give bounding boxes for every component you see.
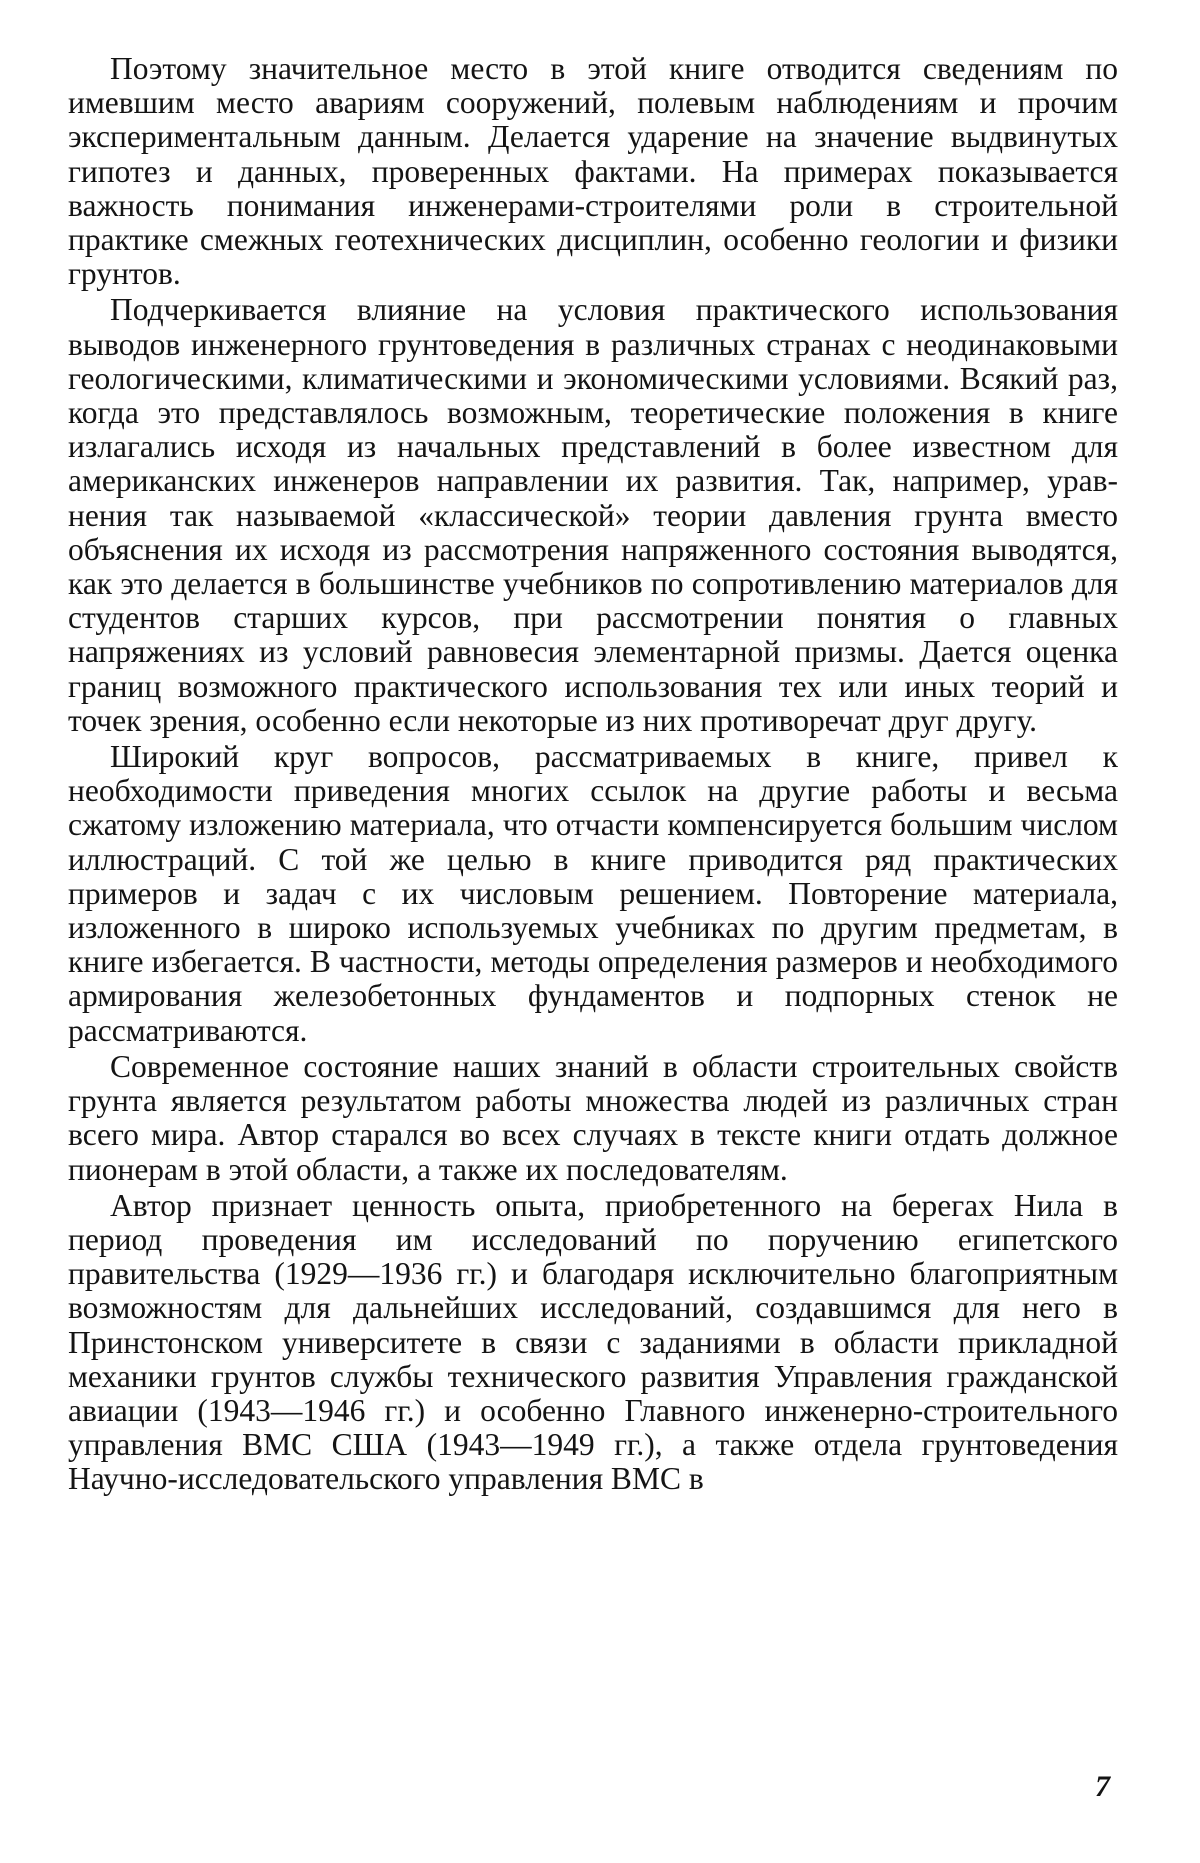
page-number: 7 (1095, 1770, 1110, 1803)
paragraph-1: Поэтому значительное место в этой книге отводится сведениям по имевшим место авариям сооружений, полевым наблюдениям и прочим экспериментальным данным. Делается ударение на значение выдвинутых гипотез и данных, проверенных фактами. На примерах показывается важность понимания инженерами-строителями роли в строительной практике смежных геотехнических дисциплин, особенно геологии и физики грунтов. (68, 51, 1118, 292)
paragraph-3: Широкий круг вопросов, рассматриваемых в книге, привел к необходимости приведения многих ссылок на другие работы и весьма сжатому изложению материала, что отчасти компенсируется большим числом иллюстраций. С той же целью в книге приводится ряд практических примеров и задач с их числовым решением. Повторение материала, изложенного в широко используемых учебниках по другим предметам, в книге избегается. В частности, методы определения размеров и необходимого армирования железобетонных фундаментов и подпорных стенок не рассматриваются. (68, 739, 1118, 1048)
paragraph-5: Автор признает ценность опыта, приобретенного на берегах Нила в период проведения им исследований по поручению египетского правительства (1929—1936 гг.) и благодаря исключительно благоприятным возможностям для дальнейших исследований, создавшимся для него в Принстонском университете в связи с заданиями в области прикладной механики грунтов службы технического развития Управления гражданской авиации (1943—1946 гг.) и особенно Главного инженерно-строительного управления ВМС США (1943—1949 гг.), а также отдела грунтоведения Научно-исследовательского управления ВМС в (68, 1187, 1118, 1497)
book-page (68, 52, 1118, 1842)
paragraph-4: Современное состояние наших знаний в области строительных свойств грунта является результатом работы множества людей из различных стран всего мира. Автор старался во всех случаях в тексте книги отдать должное пионерам в этой области, а также их последователям. (68, 1048, 1118, 1187)
paragraph-2: Подчеркивается влияние на условия практического использования выводов инженерного грунтоведения в различных странах с неодинаковыми геологическими, климатическими и экономическими условиями. Всякий раз, когда это представлялось возможным, теоретические положения в книге излагались исходя из начальных представлений в более известном для американских инженеров направлении их развития. Так, например, уравнения так называемой «классической» теории давления грунта вместо объяснения их исходя из рассмотрения напряженного состояния выводятся, как это делается в большинстве учебников по сопротивлению материалов для студентов старших курсов, при рассмотрении понятия о главных напряжениях из условий равновесия элементарной призмы. Дается оценка границ возможного практического использования тех или иных теорий и точек зрения, особенно если некоторые из них противоречат друг другу. (68, 292, 1118, 738)
